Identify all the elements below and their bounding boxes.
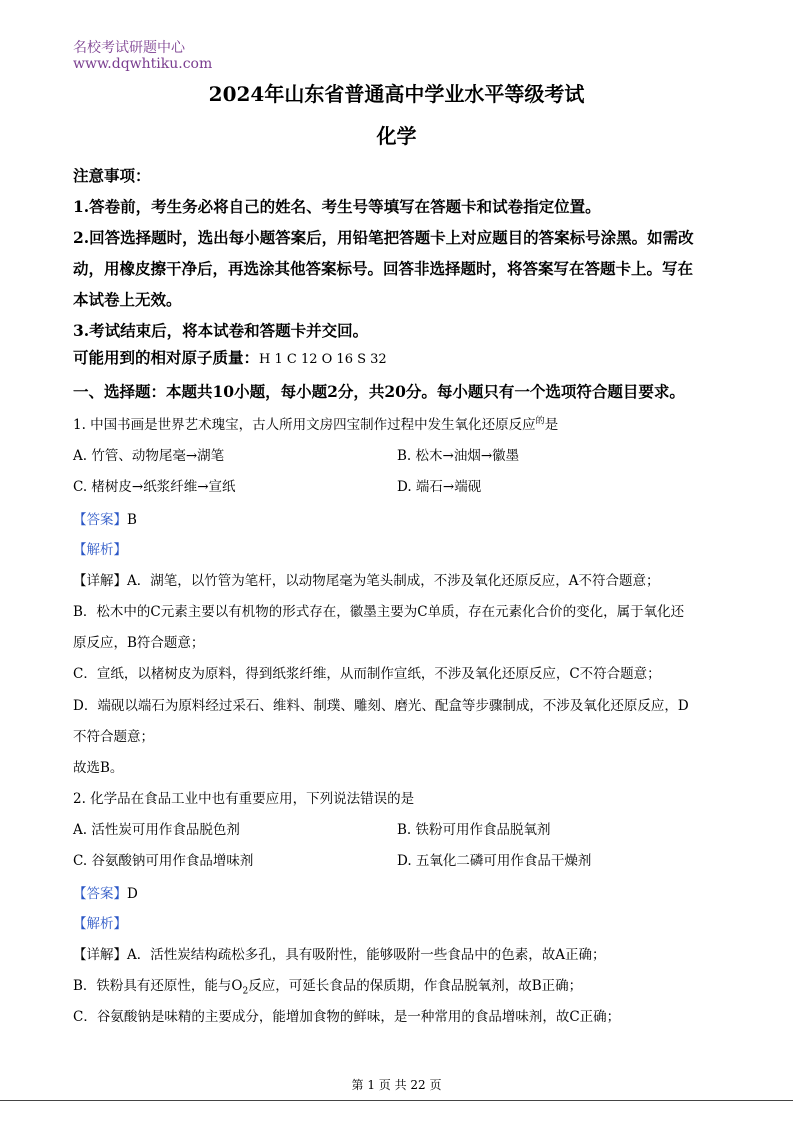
page-footer: 第 1 页 共 22 页: [351, 1078, 442, 1092]
q2-option-c: C. 谷氨酸钠可用作食品增味剂: [73, 853, 254, 869]
q2-stem: 2. 化学品在食品工业中也有重要应用，下列说法错误的是: [73, 791, 415, 807]
q1-stem: 1. 中国书画是世界艺术瑰宝，古人所用文房四宝制作过程中发生氧化还原反应$^的$是: [73, 416, 559, 433]
note-2-line3: 本试卷上无效。: [73, 290, 182, 309]
q1-option-b: B. 松木→油烟→徽墨: [397, 448, 520, 464]
q1-detail-4a: D．端砚以端石为原料经过采石、维料、制璞、雕刻、磨光、配盒等步骤制成，不涉及氧化还原反应，D: [73, 698, 689, 714]
answer-tag: 【答案】: [73, 512, 127, 528]
q2-analysis-tag: 【解析】: [73, 916, 127, 932]
subject-title: 化学: [376, 124, 417, 148]
q1-option-a: A. 竹管、动物尾毫→湖笔: [73, 448, 225, 464]
atomic-mass-label: 可能用到的相对原子质量：: [73, 348, 260, 367]
q1-analysis-tag: 【解析】: [73, 542, 127, 558]
q1-detail-2a: B．松木中的C元素主要以有机物的形式存在，徽墨主要为C单质，存在元素化合价的变化，属于氧化还: [73, 604, 685, 620]
section-1-heading: 一、选择题：本题共10小题，每小题2分，共20分。每小题只有一个选项符合题目要求。: [73, 382, 685, 401]
q1-option-c: C. 楮树皮→纸浆纤维→宣纸: [73, 479, 236, 495]
q1-detail-3: C．宣纸，以楮树皮为原料，得到纸浆纤维，从而制作宣纸，不涉及氧化还原反应，C不符合题意；: [73, 666, 661, 682]
atomic-mass-line: [73, 346, 387, 368]
q1-detail-1: 【详解】A．湖笔，以竹管为笔杆，以动物尾毫为笔头制成，不涉及氧化还原反应，A不符合题意；: [73, 573, 660, 589]
q2-option-b: B. 铁粉可用作食品脱氧剂: [397, 822, 551, 838]
exam-title: 2024年山东省普通高中学业水平等级考试: [208, 82, 585, 106]
notes-heading: 注意事项：: [73, 166, 151, 185]
q2-option-d: D. 五氧化二磷可用作食品干燥剂: [397, 853, 592, 869]
watermark-name: 名校考试研题中心: [73, 40, 185, 56]
answer-tag: 【答案】: [73, 886, 127, 902]
q2-detail-1: 【详解】A．活性炭结构疏松多孔，具有吸附性，能够吸附一些食品中的色素，故A正确；: [73, 947, 606, 963]
q2-answer: 【答案】D: [73, 886, 138, 902]
q1-detail-2b: 原反应，B符合题意；: [73, 635, 205, 651]
note-1: 1.答卷前，考生务必将自己的姓名、考生号等填写在答题卡和试卷指定位置。: [73, 197, 601, 216]
q1-answer: 【答案】B: [73, 512, 137, 528]
q2-detail-3: C．谷氨酸钠是味精的主要成分，能增加食物的鲜味，是一种常用的食品增味剂，故C正确；: [73, 1009, 621, 1025]
note-2-line1: 2.回答选择题时，选出每小题答案后，用铅笔把答题卡上对应题目的答案标号涂黑。如需改: [73, 228, 694, 247]
q1-detail-4b: 不符合题意；: [73, 729, 154, 745]
footer-rule: [0, 1100, 793, 1101]
q1-option-d: D. 端石→端砚: [397, 479, 482, 495]
atomic-mass-values: H 1 C 12 O 16 S 32: [259, 352, 387, 367]
q1-conclusion: 故选B。: [73, 760, 124, 776]
note-3: 3.考试结束后，将本试卷和答题卡并交回。: [73, 321, 369, 340]
q2-detail-2: B．铁粉具有还原性，能与$O_2$反应，可延长食品的保质期，作食品脱氧剂，故B正确；: [73, 978, 583, 997]
q2-option-a: A. 活性炭可用作食品脱色剂: [73, 822, 240, 838]
watermark-url: www.dqwhtiku.com: [73, 56, 213, 72]
note-2-line2: 动，用橡皮擦干净后，再选涂其他答案标号。回答非选择题时，将答案写在答题卡上。写在: [73, 259, 694, 278]
